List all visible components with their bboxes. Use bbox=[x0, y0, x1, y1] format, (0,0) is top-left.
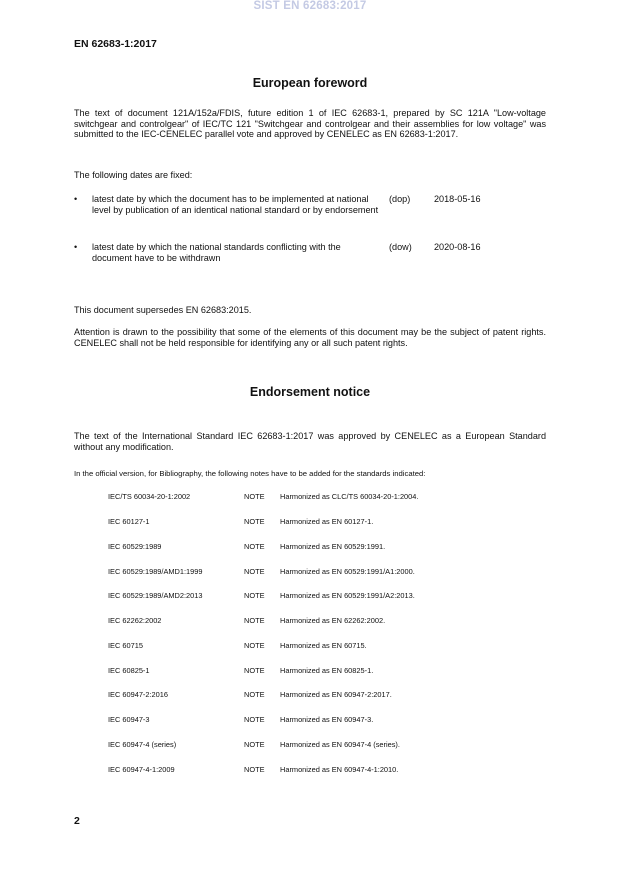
standard-ref: IEC 60825-1 bbox=[108, 666, 150, 675]
harmonized-text: Harmonized as EN 60529:1991. bbox=[280, 542, 386, 551]
harmonized-text: Harmonized as EN 62262:2002. bbox=[280, 616, 386, 625]
standard-ref: IEC 60529:1989/AMD1:1999 bbox=[108, 567, 203, 576]
supersedes-text: This document supersedes EN 62683:2015. bbox=[74, 305, 252, 315]
note-label: NOTE bbox=[244, 492, 265, 501]
list-item bbox=[0, 567, 620, 577]
list-item bbox=[0, 542, 620, 552]
foreword-intro: The text of document 121A/152a/FDIS, future edition 1 of IEC 62683-1, prepared by SC 121A "Low-voltage switchgear and controlgear" of IEC/TC 121 "Switchgear and controlgear and their assemblies for low voltage" was submitted to the IEC-CENELEC parallel vote and approved by CENELEC as EN 62683-1:2017. bbox=[74, 108, 546, 140]
note-label: NOTE bbox=[244, 517, 265, 526]
note-label: NOTE bbox=[244, 567, 265, 576]
bibliography-intro: In the official version, for Bibliography, the following notes have to be added for the standards indicated: bbox=[74, 469, 426, 478]
harmonized-text: Harmonized as EN 60947-2:2017. bbox=[280, 690, 392, 699]
standard-ref: IEC 60947-4 (series) bbox=[108, 740, 177, 749]
standard-ref: IEC 60529:1989 bbox=[108, 542, 162, 551]
harmonized-text: Harmonized as EN 60947-4 (series). bbox=[280, 740, 400, 749]
list-item bbox=[0, 591, 620, 601]
standard-ref: IEC 60127-1 bbox=[108, 517, 150, 526]
harmonized-text: Harmonized as EN 60529:1991/A1:2000. bbox=[280, 567, 415, 576]
note-label: NOTE bbox=[244, 740, 265, 749]
note-label: NOTE bbox=[244, 715, 265, 724]
list-item bbox=[0, 690, 620, 700]
list-item bbox=[0, 517, 620, 527]
standard-ref: IEC 60715 bbox=[108, 641, 143, 650]
list-item bbox=[0, 740, 620, 750]
date-item-date: 2018-05-16 bbox=[434, 194, 481, 204]
patent-notice: Attention is drawn to the possibility that some of the elements of this document may be the subject of patent rights. CENELEC shall not be held responsible for identifying any or all such patent rights. bbox=[74, 327, 546, 348]
standard-ref: IEC 62262:2002 bbox=[108, 616, 162, 625]
note-label: NOTE bbox=[244, 765, 265, 774]
standard-ref: IEC 60947-4-1:2009 bbox=[108, 765, 175, 774]
standard-ref: IEC 60529:1989/AMD2:2013 bbox=[108, 591, 203, 600]
note-label: NOTE bbox=[244, 591, 265, 600]
list-item bbox=[0, 715, 620, 725]
note-label: NOTE bbox=[244, 616, 265, 625]
list-item bbox=[0, 666, 620, 676]
harmonized-text: Harmonized as EN 60715. bbox=[280, 641, 367, 650]
dates-intro: The following dates are fixed: bbox=[74, 170, 193, 180]
note-label: NOTE bbox=[244, 542, 265, 551]
standard-ref: IEC 60947-2:2016 bbox=[108, 690, 168, 699]
endorsement-title: Endorsement notice bbox=[249, 385, 371, 399]
harmonized-text: Harmonized as EN 60127-1. bbox=[280, 517, 374, 526]
list-item bbox=[0, 641, 620, 651]
date-item-text: latest date by which the document has to be implemented at national level by publication of an identical national standard or by endorsement bbox=[92, 194, 379, 215]
watermark-text: SIST EN 62683:2017 bbox=[253, 0, 367, 12]
harmonized-text: Harmonized as CLC/TS 60034-20-1:2004. bbox=[280, 492, 419, 501]
harmonized-text: Harmonized as EN 60947-3. bbox=[280, 715, 374, 724]
bullet-icon: • bbox=[74, 242, 78, 252]
date-item-code: (dop) bbox=[389, 194, 411, 204]
foreword-title: European foreword bbox=[252, 76, 368, 90]
list-item bbox=[0, 492, 620, 502]
list-item bbox=[0, 765, 620, 775]
page-number: 2 bbox=[74, 815, 80, 827]
standard-ref: IEC 60947-3 bbox=[108, 715, 150, 724]
date-item-code: (dow) bbox=[389, 242, 412, 252]
list-item bbox=[0, 616, 620, 626]
document-id: EN 62683-1:2017 bbox=[74, 38, 157, 50]
note-label: NOTE bbox=[244, 641, 265, 650]
harmonized-text: Harmonized as EN 60825-1. bbox=[280, 666, 374, 675]
harmonized-text: Harmonized as EN 60529:1991/A2:2013. bbox=[280, 591, 415, 600]
standard-ref: IEC/TS 60034-20-1:2002 bbox=[108, 492, 191, 501]
note-label: NOTE bbox=[244, 666, 265, 675]
note-label: NOTE bbox=[244, 690, 265, 699]
endorsement-text: The text of the International Standard IEC 62683-1:2017 was approved by CENELEC as a European Standard without any modification. bbox=[74, 431, 546, 452]
date-item-date: 2020-08-16 bbox=[434, 242, 481, 252]
harmonized-text: Harmonized as EN 60947-4-1:2010. bbox=[280, 765, 399, 774]
date-item-text: latest date by which the national standards conflicting with the document have to be withdrawn bbox=[92, 242, 341, 263]
bullet-icon: • bbox=[74, 194, 78, 204]
